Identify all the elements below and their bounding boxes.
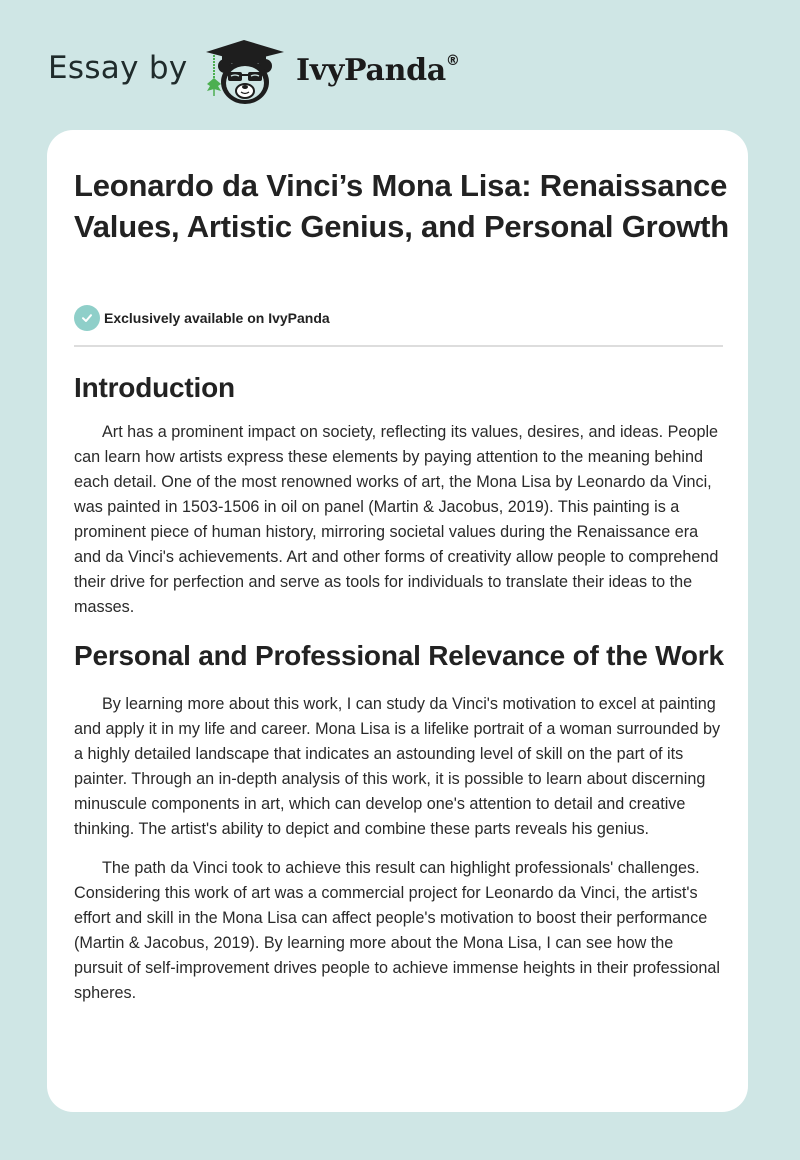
site-header <box>0 0 800 130</box>
title-divider <box>74 345 723 347</box>
paragraph: Art has a prominent impact on society, reflecting its values, desires, and ideas. People can learn how artists express these elements by paying attention to the meaning behind each detail. One of the most renowned works of art, the Mona Lisa by Leonardo da Vinci, was painted in 1503-1506 in oil on panel (Martin & Jacobus, 2019). This painting is a prominent piece of human history, mirroring societal values during the Renaissance era and da Vinci's achievements. Art and other forms of creativity allow people to comprehend their drive for perfection and serve as tools for individuals to translate their ideas to the masses. <box>74 423 719 616</box>
registered-mark: ® <box>445 53 460 69</box>
brand-text: IvyPanda <box>296 53 446 88</box>
essay-title: Leonardo da Vinci’s Mona Lisa: Renaissance Values, Artistic Genius, and Personal Growth <box>74 168 730 244</box>
essay-by-label: Essay by <box>48 50 188 86</box>
essay-body <box>74 362 726 1006</box>
check-circle-icon <box>74 305 100 331</box>
brand-name[interactable] <box>296 53 460 88</box>
essay-card <box>47 130 748 1112</box>
exclusive-badge <box>74 305 330 331</box>
section-heading-personal-professional-relevance: Personal and Professional Relevance of the Work <box>74 640 724 671</box>
panda-graduate-logo-icon[interactable] <box>202 36 292 108</box>
paragraph: The path da Vinci took to achieve this result can highlight professionals' challenges. Considering this work of art was a commercial project for Leonardo da Vinci, the artist's effort and skill in the Mona Lisa can affect people's motivation to boost their performance (Martin & Jacobus, 2019). By learning more about the Mona Lisa, I can see how the pursuit of self-improvement drives people to achieve immense heights in their professional spheres. <box>74 859 721 1002</box>
paragraph: By learning more about this work, I can study da Vinci's motivation to excel at painting and apply it in my life and career. Mona Lisa is a lifelike portrait of a woman surrounded by a highly detailed landscape that indicates an astounding level of skill on the part of its painter. Through an in-depth analysis of this work, it is possible to learn about discerning minuscule components in art, which can develop one's attention to detail and creative thinking. The artist's ability to depict and combine these parts reveals his genius. <box>74 695 721 838</box>
exclusive-text: Exclusively available on IvyPanda <box>104 310 330 326</box>
section-heading-introduction: Introduction <box>74 372 235 403</box>
